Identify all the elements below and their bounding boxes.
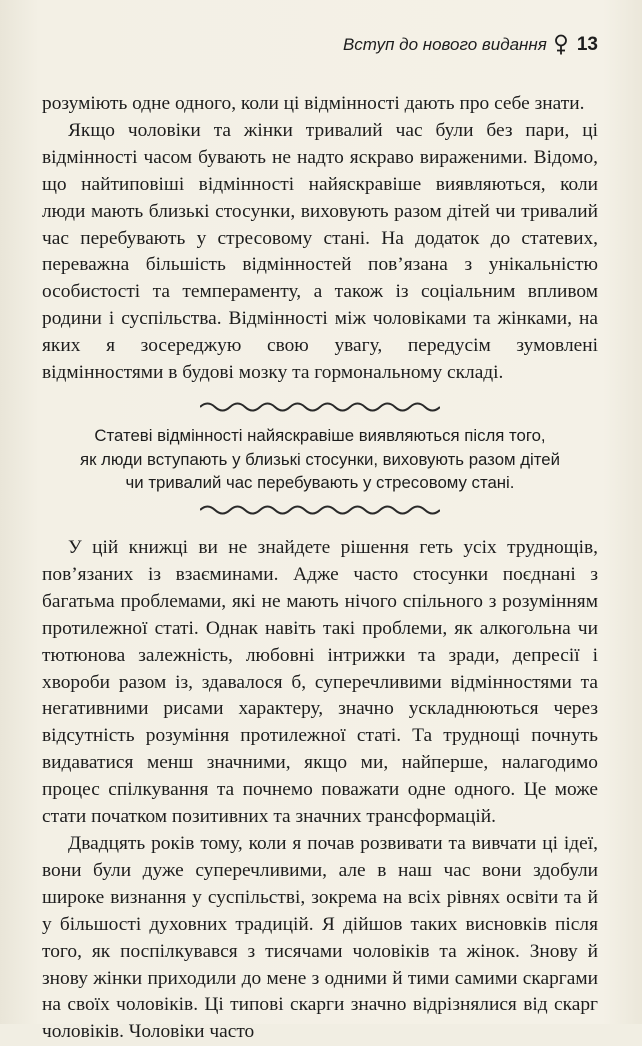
page-number: 13	[576, 34, 598, 55]
paragraph: Двадцять років тому, коли я почав розвивати та вивчати ці ідеї, вони були дуже суперечливими, але в наш час вони здобули широке визнання у суспільстві, зокрема на всіх рівнях освіти та й у більшості духовних традицій. Я дійшов таких висновків після того, як поспілкувався з тисячами чоловіків та жінок. Знову й знову жінки приходили до мене з одними й тими самими скаргами на своїх чоловіків. Ці типові скарги значно відрізнялися від скарг чоловіків. Чоловіки часто	[42, 832, 598, 1043]
pull-quote-line: Статеві відмінності найяскравіше виявляються після того,	[94, 426, 546, 445]
pull-quote-line: чи тривалий час перебувають у стресовому стані.	[125, 473, 515, 493]
running-header	[343, 34, 598, 56]
venus-symbol-icon	[553, 34, 569, 56]
wave-divider-top	[200, 400, 440, 414]
pull-quote	[60, 400, 580, 517]
chapter-title: Вступ до нового видання	[342, 35, 547, 54]
text-block-top	[42, 91, 598, 387]
paragraph: розуміють одне одного, коли ці відмінності дають про себе знати.	[42, 93, 585, 114]
paragraph: Якщо чоловіки та жінки тривалий час були без пари, ці відмінності часом бувають не надто яскраво вираженими. Відомо, що найтиповіші відмінності найяскравіше виявляються, коли люди мають близькі стосунки, виховують разом дітей чи тривалий час перебувають у стресовому стані. На додаток до статевих, переважна більшість відмінностей пов’язана з унікальністю особистості та темпераменту, а також із соціальним впливом родини і суспільства. Відмінності між чоловіками та жінками, на яких я зосереджую свою увагу, передусім зумовлені відмінностями в будові мозку та гормональному складі.	[42, 119, 598, 384]
wave-divider-bottom	[200, 503, 440, 517]
pull-quote-line: як люди вступають у близькі стосунки, виховують разом дітей	[80, 449, 560, 469]
paragraph: У цій книжці ви не знайдете рішення геть усіх труднощів, пов’язаних із взаєминами. Адже часто стосунки поєднані з багатьма проблемами, які не мають нічого спільного з розумінням протилежної статі. Однак навіть такі проблеми, як алкогольна чи тютюнова залежність, любовні інтрижки та зради, депресії і хвороби разом із, здавалося б, суперечливими відмінностями та негативними рисами характеру, значно ускладнюються через відсутність розуміння протилежної статі. Та труднощі почнуть видаватися менш значними, якщо ми, найперше, налагодимо процес спілкування та почнемо поважати одне одного. Це може стати початком позитивних та значних трансформацій.	[42, 537, 598, 828]
text-block-bottom	[42, 535, 598, 1046]
pull-quote-text	[60, 424, 580, 495]
